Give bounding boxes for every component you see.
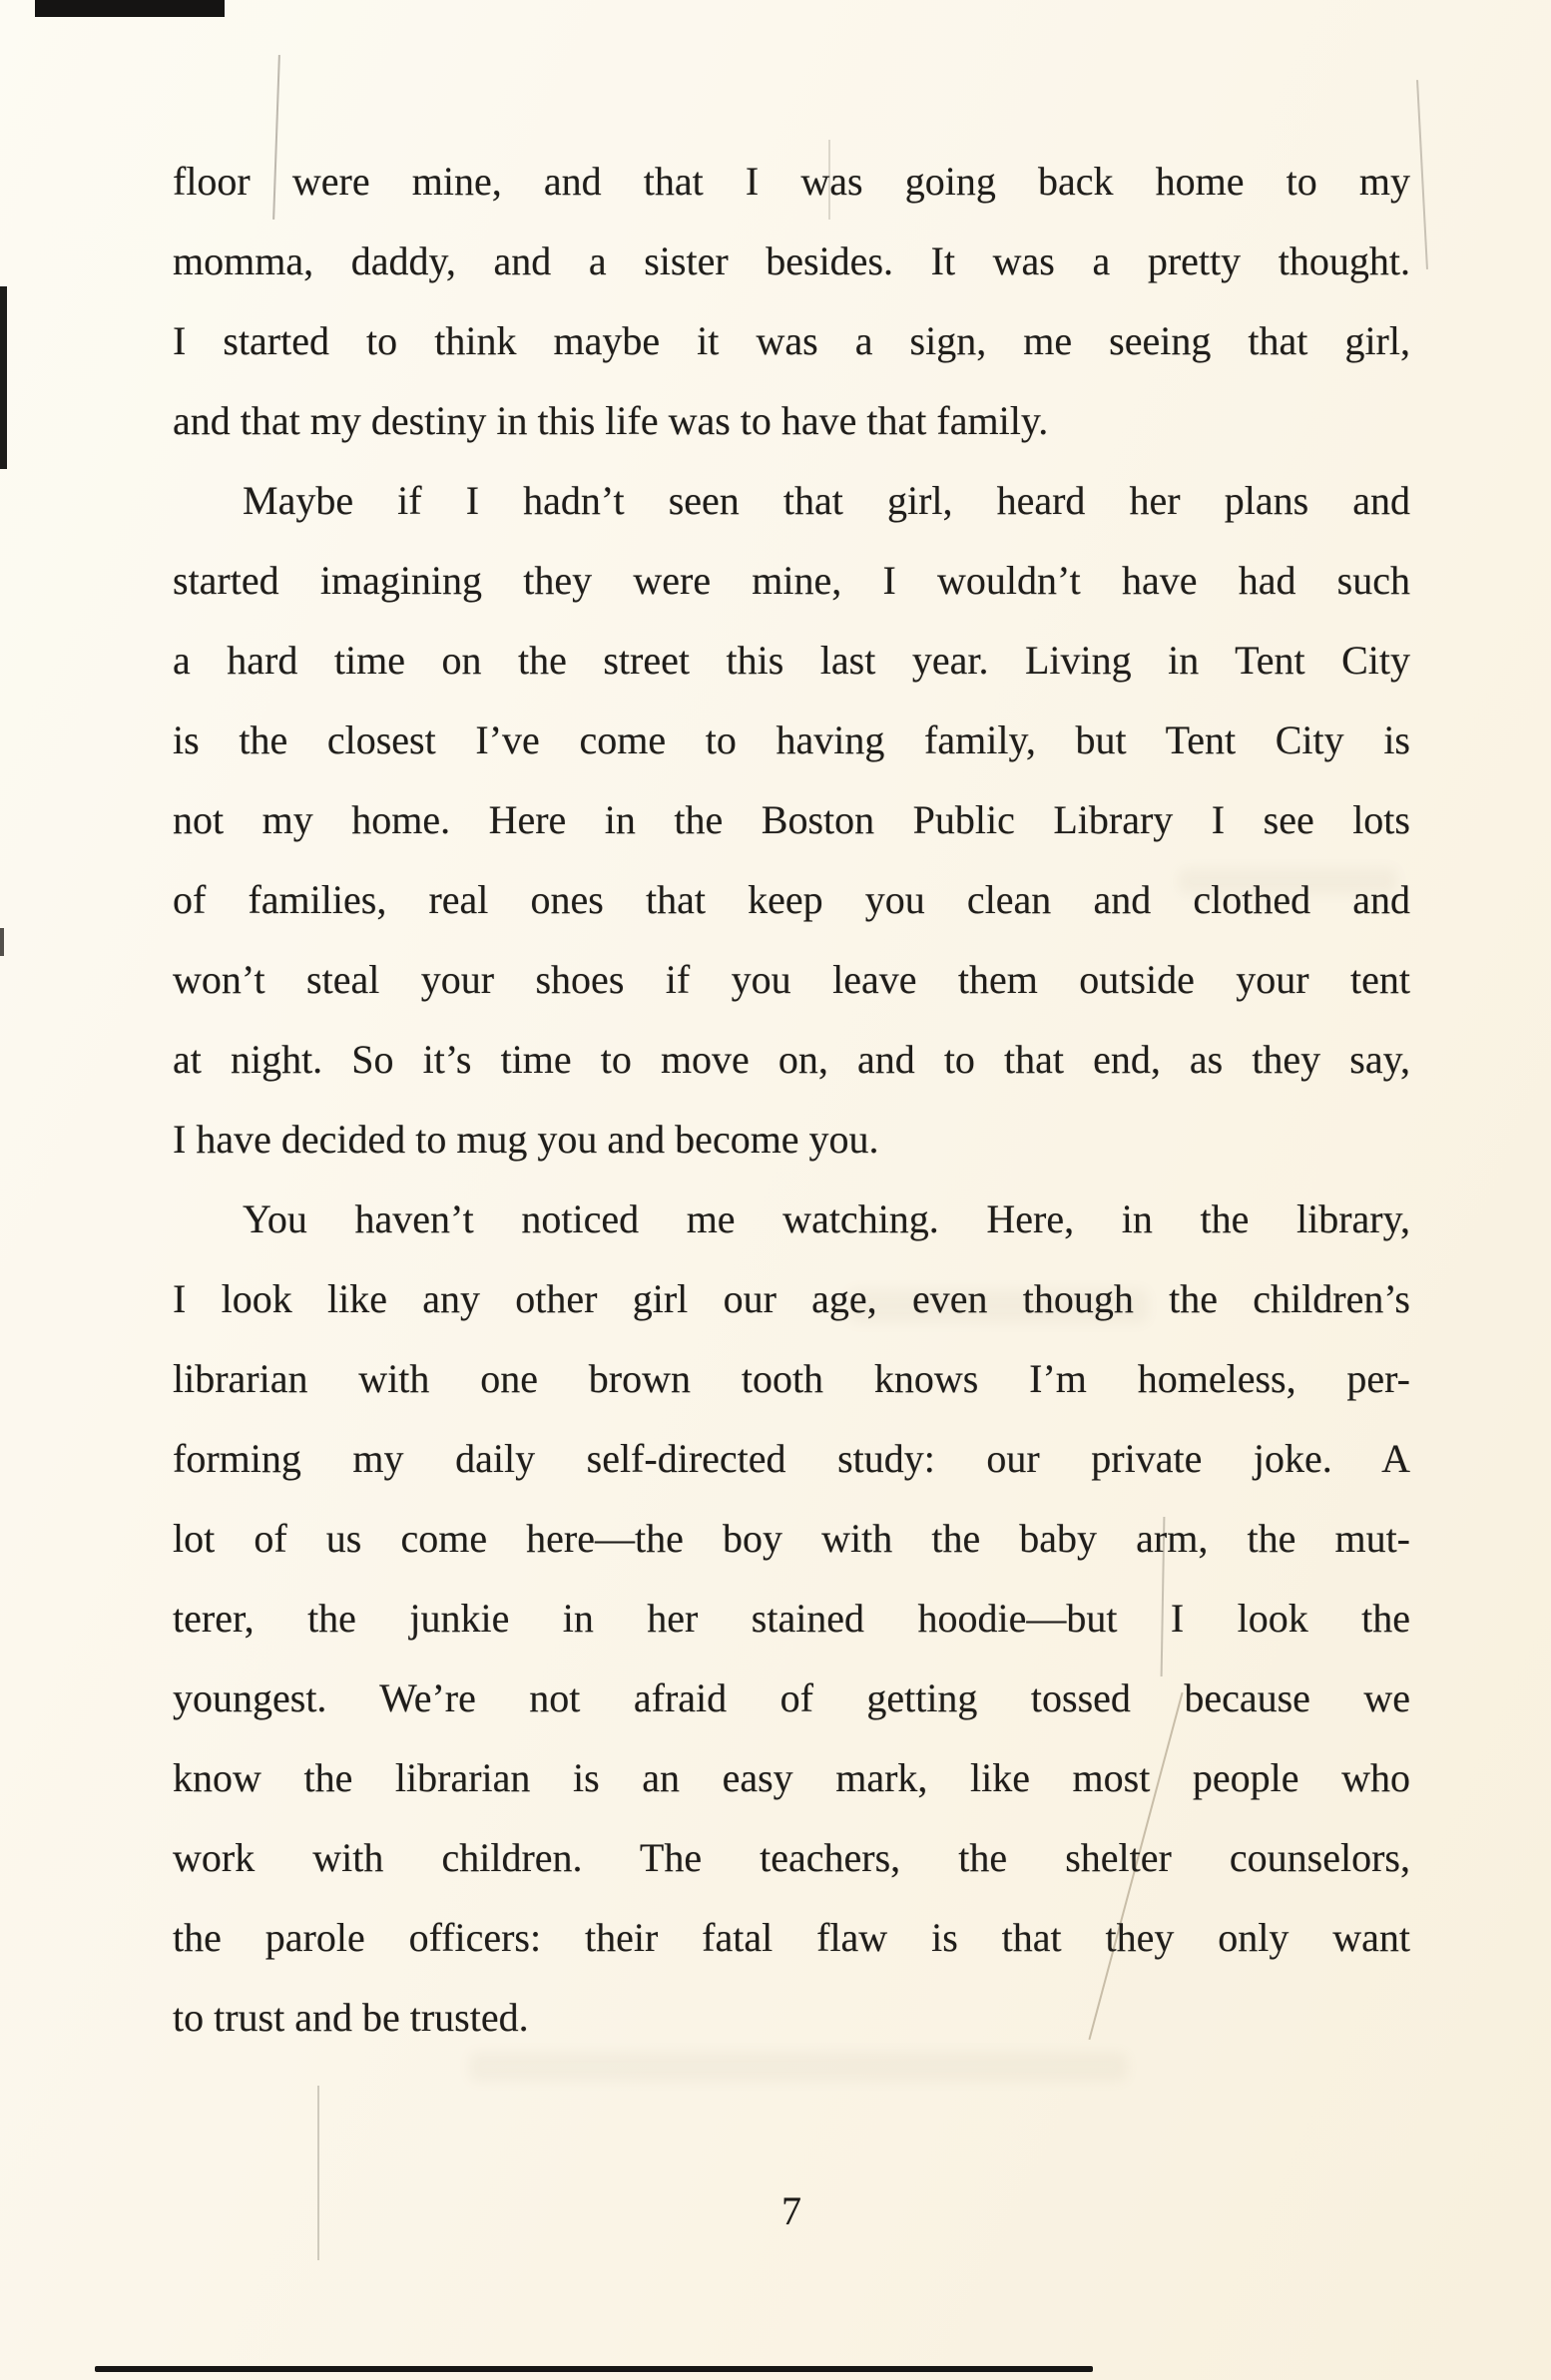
page-number: 7: [781, 2188, 801, 2233]
text-line: I have decided to mug you and become you.: [173, 1117, 879, 1162]
text-line: forming my daily self-directed study: our private joke. A: [173, 1436, 1410, 1481]
scan-scratch: [1416, 80, 1428, 269]
text-line: won’t steal your shoes if you leave them outside your tent: [173, 957, 1410, 1002]
text-line: the parole officers: their fatal flaw is that they only want: [173, 1915, 1410, 1960]
text-line: librarian with one brown tooth knows I’m homeless, per-: [173, 1356, 1410, 1401]
scan-artifact-left-tick: [0, 286, 7, 469]
text-line: a hard time on the street this last year. Living in Tent City: [173, 638, 1410, 683]
text-line: not my home. Here in the Boston Public Library I see lots: [173, 797, 1410, 842]
text-line: youngest. We’re not afraid of getting tossed because we: [173, 1675, 1410, 1720]
page-text: [173, 142, 1410, 2058]
text-line: I started to think maybe it was a sign, me seeing that girl,: [173, 318, 1410, 363]
text-line: floor were mine, and that I was going back home to my: [173, 159, 1410, 204]
text-line: and that my destiny in this life was to have that family.: [173, 398, 1049, 443]
text-line: momma, daddy, and a sister besides. It was a pretty thought.: [173, 238, 1410, 283]
text-line: lot of us come here—the boy with the baby arm, the mut-: [173, 1516, 1410, 1561]
text-line: of families, real ones that keep you clean and clothed and: [173, 877, 1410, 922]
text-line: started imagining they were mine, I wouldn’t have had such: [173, 558, 1410, 603]
scan-artifact-bottom-rule: [95, 2366, 1093, 2372]
text-line: terer, the junkie in her stained hoodie—but I look the: [173, 1596, 1410, 1641]
scan-artifact-left-tick-small: [0, 928, 4, 956]
text-line: I look like any other girl our age, even though the children’s: [173, 1276, 1410, 1321]
text-line: Maybe if I hadn’t seen that girl, heard her plans and: [243, 478, 1410, 523]
text-line: is the closest I’ve come to having family, but Tent City is: [173, 717, 1410, 762]
scan-artifact-top-bar: [35, 0, 225, 17]
text-line: know the librarian is an easy mark, like most people who: [173, 1755, 1410, 1800]
text-line: work with children. The teachers, the shelter counselors,: [173, 1835, 1410, 1880]
text-line: to trust and be trusted.: [173, 1995, 529, 2040]
text-line: You haven’t noticed me watching. Here, in the library,: [243, 1196, 1410, 1241]
text-line: at night. So it’s time to move on, and to that end, as they say,: [173, 1037, 1410, 1082]
